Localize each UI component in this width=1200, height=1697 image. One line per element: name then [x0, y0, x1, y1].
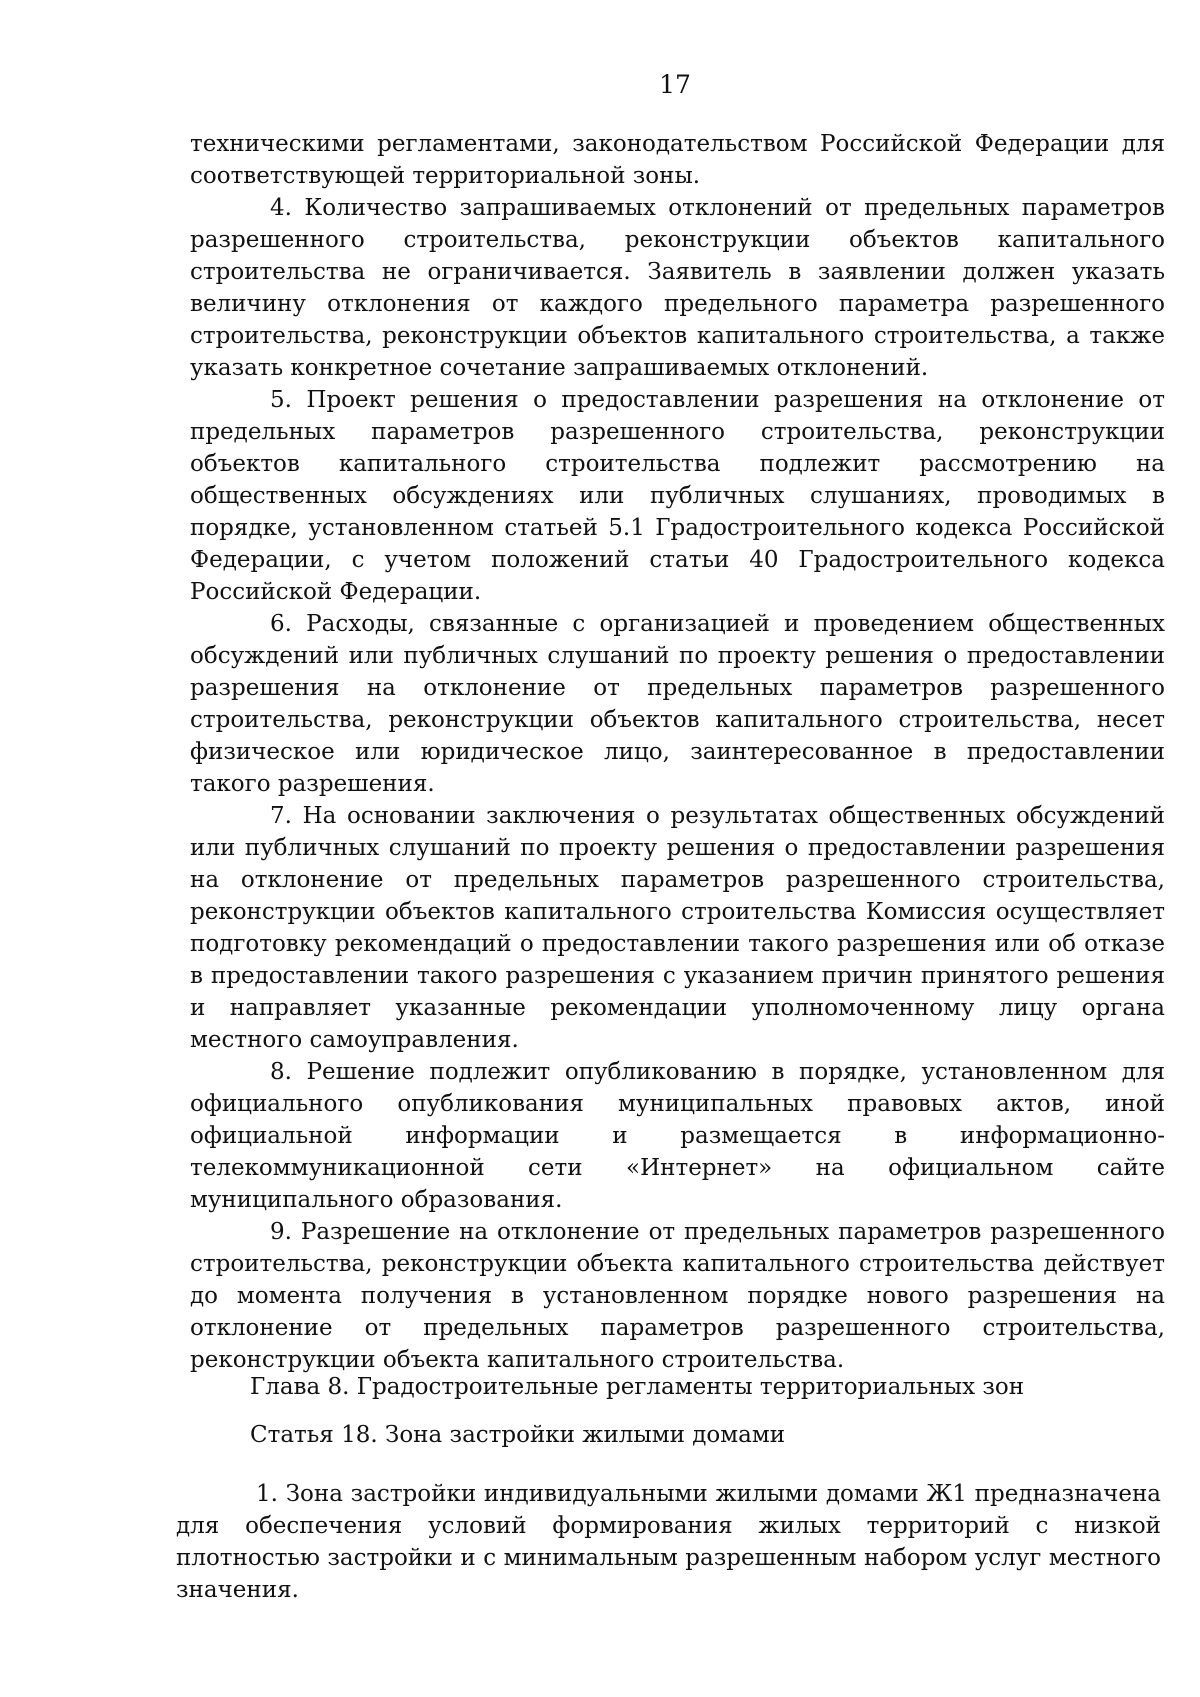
paragraph-continuation: техническими регламентами, законодательством Российской Федерации для соответствующей территориальной зоны.: [190, 131, 1165, 189]
article-paragraph-1: 1. Зона застройки индивидуальными жилыми домами Ж1 предназначена для обеспечения условий формирования жилых территорий с низкой плотностью застройки и с минимальным разрешенным набором услуг местного значения.: [176, 1481, 1161, 1603]
chapter-heading: Глава 8. Градостроительные регламенты территориальных зон: [250, 1374, 1025, 1400]
paragraph-item-9: 9. Разрешение на отклонение от предельных параметров разрешенного строительства, реконструкции объекта капитального строительства действует до момента получения в установленном порядке нового разрешения на отклонение от предельных параметров разрешенного строительства, реконструкции объекта капитального строительства.: [190, 1219, 1165, 1373]
document-body: [190, 128, 1165, 1376]
paragraph-item-7: 7. На основании заключения о результатах общественных обсуждений или публичных слушаний по проекту решения о предоставлении разрешения на отклонение от предельных параметров разрешенного строительства, реконструкции объектов капитального строительства Комиссия осуществляет подготовку рекомендаций о предоставлении такого разрешения или об отказе в предоставлении такого разрешения с указанием причин принятого решения и направляет указанные рекомендации уполномоченному лицу органа местного самоуправления.: [190, 803, 1165, 1053]
paragraph-item-4: 4. Количество запрашиваемых отклонений от предельных параметров разрешенного строительства, реконструкции объектов капитального строительства не ограничивается. Заявитель в заявлении должен указать величину отклонения от каждого предельного параметра разрешенного строительства, реконструкции объектов капитального строительства, а также указать конкретное сочетание запрашиваемых отклонений.: [190, 195, 1165, 381]
paragraph-item-6: 6. Расходы, связанные с организацией и проведением общественных обсуждений или публичных слушаний по проекту решения о предоставлении разрешения на отклонение от предельных параметров разрешенного строительства, реконструкции объектов капитального строительства, несет физическое или юридическое лицо, заинтересованное в предоставлении такого разрешения.: [190, 611, 1165, 797]
article-heading: Статья 18. Зона застройки жилыми домами: [250, 1422, 786, 1448]
article-body: [176, 1478, 1161, 1606]
paragraph-item-8: 8. Решение подлежит опубликованию в порядке, установленном для официального опубликования муниципальных правовых актов, иной официальной информации и размещается в информационно-телекоммуникационной сети «Интернет» на официальном сайте муниципального образования.: [190, 1059, 1165, 1213]
page-number: 17: [659, 70, 691, 99]
paragraph-item-5: 5. Проект решения о предоставлении разрешения на отклонение от предельных параметров разрешенного строительства, реконструкции объектов капитального строительства подлежит рассмотрению на общественных обсуждениях или публичных слушаниях, проводимых в порядке, установленном статьей 5.1 Градостроительного кодекса Российской Федерации, с учетом положений статьи 40 Градостроительного кодекса Российской Федерации.: [190, 387, 1165, 605]
